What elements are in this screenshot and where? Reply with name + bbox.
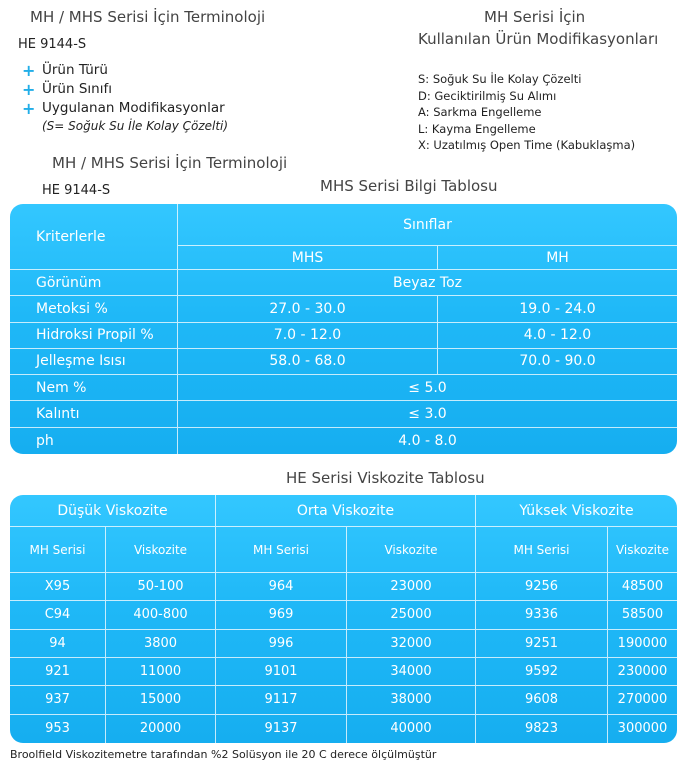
row-label-appearance: Görünüm <box>10 270 178 296</box>
list-item: S: Soğuk Su İle Kolay Çözelti <box>418 72 582 86</box>
viscosity-cell: 58500 <box>608 601 677 629</box>
series-cell: X95 <box>10 573 106 601</box>
group-header-medium: Orta Viskozite <box>216 495 476 527</box>
modifications-title-line2: Kullanılan Ürün Modifikasyonları <box>418 30 659 48</box>
modifications-title-line1: MH Serisi İçin <box>484 8 586 26</box>
viscosity-cell: 230000 <box>608 658 677 686</box>
viscosity-cell: 11000 <box>106 658 216 686</box>
list-item: + Ürün Türü <box>22 61 108 80</box>
series-cell: 9592 <box>476 658 608 686</box>
viscosity-cell: 25000 <box>347 601 476 629</box>
viscosity-table <box>10 495 677 743</box>
list-item: + Uygulanan Modifikasyonlar <box>22 99 225 118</box>
list-item: A: Sarkma Engelleme <box>418 105 542 119</box>
viscosity-cell: 300000 <box>617 721 668 737</box>
terminology-title-top: MH / MHS Serisi İçin Terminoloji <box>30 8 266 26</box>
terminology-list <box>22 61 225 118</box>
series-cell: 9256 <box>476 573 608 601</box>
series-cell: 9608 <box>476 686 608 714</box>
list-item: + Ürün Sınıfı <box>22 80 112 99</box>
hydroxypropyl-mh-value: 4.0 - 12.0 <box>438 323 677 349</box>
methoxy-mh-value: 19.0 - 24.0 <box>438 296 677 322</box>
group-header-high: Yüksek Viskozite <box>476 495 677 527</box>
series-cell: 9251 <box>476 630 608 658</box>
viscosity-cell: 38000 <box>347 686 476 714</box>
series-cell: 996 <box>216 630 347 658</box>
viscosity-cell: 190000 <box>608 630 677 658</box>
viscosity-cell: 50-100 <box>106 573 216 601</box>
viscosity-cell: 270000 <box>608 686 677 714</box>
plus-icon: + <box>22 99 36 118</box>
footer-note: Broolfield Viskozitemetre tarafından %2 Solüsyon ile 20 C derece ölçülmüştür <box>10 748 437 761</box>
mh-column-header: MH <box>438 246 677 270</box>
row-label-hydroxypropyl: Hidroksi Propil % <box>10 323 178 349</box>
series-cell: 937 <box>10 686 106 714</box>
row-label-residue: Kalıntı <box>10 401 178 427</box>
gel-temp-mhs-value: 58.0 - 68.0 <box>178 349 438 375</box>
series-cell: C94 <box>10 601 106 629</box>
row-label-moisture: Nem % <box>10 375 178 401</box>
series-cell: 921 <box>10 658 106 686</box>
series-cell: 969 <box>216 601 347 629</box>
series-cell: 9823 <box>476 715 608 743</box>
viscosity-cell: 20000 <box>106 715 216 743</box>
viscosity-cell: 40000 <box>347 715 476 743</box>
series-cell: 94 <box>10 630 106 658</box>
sub-header-series: MH Serisi <box>476 527 608 573</box>
viscosity-cell: 23000 <box>347 573 476 601</box>
viscosity-cell: 15000 <box>106 686 216 714</box>
criteria-header: Kriterlerle <box>10 204 178 270</box>
info-table-caption: MHS Serisi Bilgi Tablosu <box>320 177 498 195</box>
residue-value: ≤ 3.0 <box>178 401 677 427</box>
viscosity-cell: 3800 <box>106 630 216 658</box>
sub-header-series: MH Serisi <box>10 527 106 573</box>
plus-icon: + <box>22 80 36 99</box>
series-cell: 9336 <box>476 601 608 629</box>
series-cell: 9137 <box>216 715 347 743</box>
series-cell: 953 <box>10 715 106 743</box>
ph-value: 4.0 - 8.0 <box>398 432 457 449</box>
group-header-low: Düşük Viskozite <box>10 495 216 527</box>
modification-note: (S= Soğuk Su İle Kolay Çözelti) <box>42 119 229 133</box>
plus-icon: + <box>22 61 36 80</box>
product-code-mid: HE 9144-S <box>42 183 111 198</box>
list-item: X: Uzatılmış Open Time (Kabuklaşma) <box>418 138 636 152</box>
terminology-title-mid: MH / MHS Serisi İçin Terminoloji <box>52 154 288 172</box>
list-item: L: Kayma Engelleme <box>418 121 536 136</box>
gel-temp-mh-value: 70.0 - 90.0 <box>438 349 677 375</box>
classes-header: Sınıflar <box>178 204 677 246</box>
sub-header-series: MH Serisi <box>216 527 347 573</box>
modifications-list <box>418 71 635 154</box>
row-label-methoxy: Metoksi % <box>10 296 178 322</box>
viscosity-cell: 48500 <box>608 573 677 601</box>
viscosity-cell: 34000 <box>347 658 476 686</box>
viscosity-cell: 400-800 <box>106 601 216 629</box>
row-label-gel-temp: Jelleşme Isısı <box>10 349 178 375</box>
product-code-top: HE 9144-S <box>18 37 87 52</box>
sub-header-viscosity: Viskozite <box>608 527 677 573</box>
moisture-value: ≤ 5.0 <box>178 375 677 401</box>
series-cell: 9117 <box>216 686 347 714</box>
series-cell: 964 <box>216 573 347 601</box>
hydroxypropyl-mhs-value: 7.0 - 12.0 <box>178 323 438 349</box>
sub-header-viscosity: Viskozite <box>347 527 476 573</box>
series-cell: 9101 <box>216 658 347 686</box>
sub-header-viscosity: Viskozite <box>106 527 216 573</box>
methoxy-mhs-value: 27.0 - 30.0 <box>178 296 438 322</box>
viscosity-table-caption: HE Serisi Viskozite Tablosu <box>286 469 485 487</box>
list-item: D: Geciktirilmiş Su Alımı <box>418 88 557 103</box>
info-table <box>10 204 677 454</box>
viscosity-cell: 32000 <box>347 630 476 658</box>
row-label-ph: ph <box>10 428 178 454</box>
mhs-column-header: MHS <box>178 246 438 270</box>
appearance-value: Beyaz Toz <box>178 270 677 296</box>
